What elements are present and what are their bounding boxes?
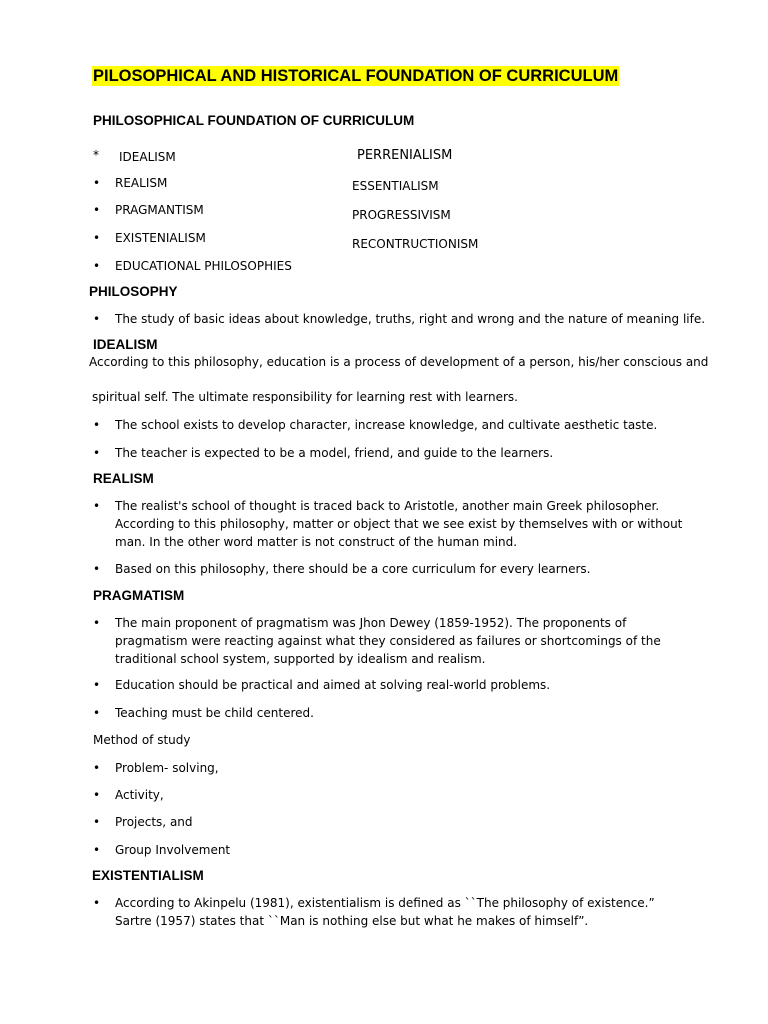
method-item: Group Involvement	[115, 843, 231, 857]
bullet-text: Based on this philosophy, there should be a core curriculum for every learners.	[115, 562, 591, 576]
list-item: EXISTENIALISM	[115, 231, 206, 245]
method-item: Projects, and	[115, 815, 193, 829]
bullet-icon: •	[93, 312, 101, 326]
heading-philosophy: PHILOSOPHY	[89, 284, 178, 299]
document-title: PILOSOPHICAL AND HISTORICAL FOUNDATION OF CURRICULUM	[93, 67, 619, 85]
bullet-text: The main proponent of pragmatism was Jhon Dewey (1859-1952). The proponents of pragmatism were reacting against what they considered as failures or shortcomings of the traditional school system, supported by idealism and realism.	[115, 616, 661, 666]
bullet-text: The study of basic ideas about knowledge, truths, right and wrong and the nature of meaning life.	[115, 312, 706, 326]
method-label: Method of study	[93, 733, 191, 747]
list-bullet: *	[93, 148, 99, 162]
bullet-text: The realist's school of thought is traced back to Aristotle, another main Greek philosopher. According to this philosophy, matter or object that we see exist by themselves with or without man. In the other word matter is not construct of the human mind.	[115, 499, 683, 549]
bullet-icon: •	[93, 678, 101, 692]
list-item: ESSENTIALISM	[352, 179, 439, 193]
heading-existentialism: EXISTENTIALISM	[92, 868, 204, 883]
bullet-icon: •	[93, 562, 101, 576]
list-item: EDUCATIONAL PHILOSOPHIES	[115, 259, 292, 273]
bullet-icon: •	[93, 499, 101, 513]
list-bullet: •	[93, 259, 101, 273]
list-item: IDEALISM	[119, 150, 176, 164]
section-subtitle: PHILOSOPHICAL FOUNDATION OF CURRICULUM	[93, 113, 415, 128]
paragraph-text: According to this philosophy, education is a process of development of a person, his/her conscious and	[89, 355, 709, 369]
heading-pragmatism: PRAGMATISM	[93, 588, 185, 603]
list-item: PERRENIALISM	[357, 148, 453, 163]
list-item: PROGRESSIVISM	[352, 208, 451, 222]
list-item: PRAGMANTISM	[115, 203, 204, 217]
list-bullet: •	[93, 203, 101, 217]
bullet-icon: •	[93, 788, 101, 802]
bullet-text: The school exists to develop character, increase knowledge, and cultivate aesthetic taste.	[115, 418, 658, 432]
bullet-icon: •	[93, 418, 101, 432]
bullet-icon: •	[93, 446, 101, 460]
bullet-text: The teacher is expected to be a model, friend, and guide to the learners.	[115, 446, 554, 460]
bullet-text: Education should be practical and aimed at solving real-world problems.	[115, 678, 551, 692]
bullet-icon: •	[93, 896, 101, 910]
heading-idealism: IDEALISM	[93, 337, 158, 352]
heading-realism: REALISM	[93, 471, 154, 486]
list-bullet: •	[93, 231, 101, 245]
method-item: Activity,	[115, 788, 164, 802]
paragraph-text: spiritual self. The ultimate responsibility for learning rest with learners.	[92, 390, 518, 404]
bullet-icon: •	[93, 616, 101, 630]
list-item: RECONTRUCTIONISM	[352, 237, 479, 251]
bullet-icon: •	[93, 706, 101, 720]
bullet-icon: •	[93, 843, 101, 857]
bullet-text: Teaching must be child centered.	[115, 706, 314, 720]
bullet-icon: •	[93, 761, 101, 775]
list-bullet: •	[93, 176, 101, 190]
bullet-icon: •	[93, 815, 101, 829]
list-item: REALISM	[115, 176, 168, 190]
bullet-text: According to Akinpelu (1981), existentialism is defined as ``The philosophy of existence.” Sartre (1957) states that ``Man is nothing else but what he makes of himself”.	[115, 896, 655, 928]
method-item: Problem- solving,	[115, 761, 219, 775]
